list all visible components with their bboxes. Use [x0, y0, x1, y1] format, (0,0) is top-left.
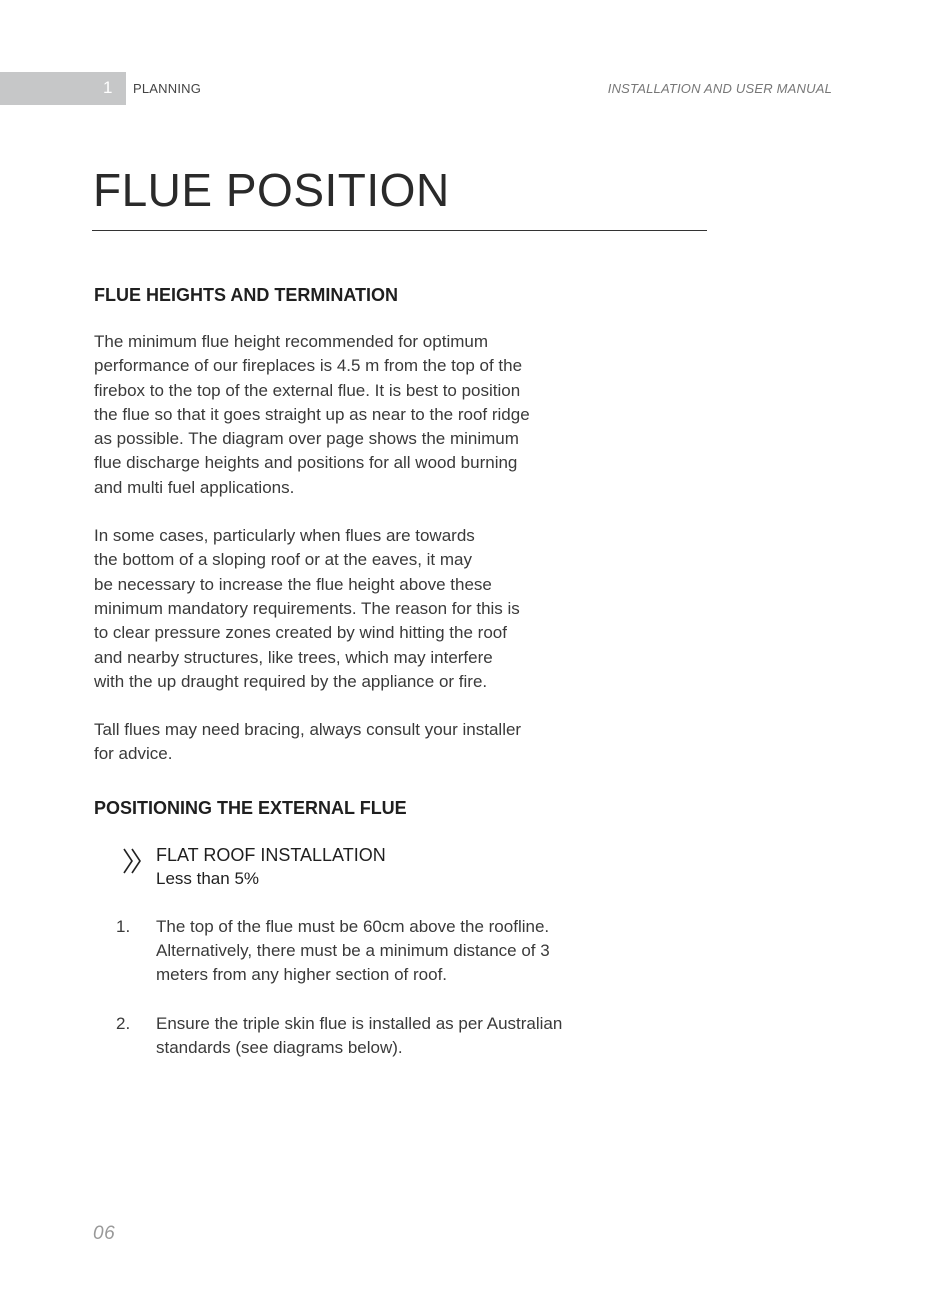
double-chevron-right-icon [122, 847, 144, 875]
section-heading-flue-heights: FLUE HEIGHTS AND TERMINATION [94, 285, 398, 305]
list-item [94, 915, 634, 988]
paragraph-bracing: Tall flues may need bracing, always consult your installer for advice. [94, 720, 522, 764]
instruction-list [94, 915, 634, 1060]
list-item-number: 1. [116, 916, 131, 936]
list-item-number: 2. [116, 1013, 131, 1033]
list-item-text: The top of the flue must be 60cm above the roofline. Alternatively, there must be a minimum distance of 3 meters from any higher section of roof. [156, 916, 550, 985]
paragraph-pressure-zones: In some cases, particularly when flues are towards the bottom of a sloping roof or at the eaves, it may be necessary to increase the flue height above these minimum mandatory requirements. The reason for this is to clear pressure zones created by wind hitting the roof and nearby structures, like trees, which may interfere with the up draught required by the appliance or fire. [94, 526, 520, 691]
page-number: 06 [93, 1223, 116, 1244]
list-item [94, 1012, 634, 1061]
subsection-title: FLAT ROOF INSTALLATION [156, 844, 386, 865]
subsection-subtitle: Less than 5% [156, 868, 260, 888]
subsection-flat-roof [94, 843, 634, 891]
title-divider [92, 230, 707, 231]
section-heading-external-flue: POSITIONING THE EXTERNAL FLUE [94, 797, 407, 818]
paragraph-minimum-flue-height: The minimum flue height recommended for optimum performance of our fireplaces is 4.5 m from the top of the firebox to the top of the external flue. It is best to position the flue so that it goes straight up as near to the roof ridge as possible. The diagram over page shows the minimum flue discharge heights and positions for all wood burning and multi fuel applications. [94, 332, 530, 497]
manual-title: INSTALLATION AND USER MANUAL [607, 81, 832, 96]
list-item-text: Ensure the triple skin flue is installed as per Australian standards (see diagrams below). [156, 1013, 563, 1057]
main-content [94, 282, 634, 1084]
chapter-label: PLANNING [133, 81, 202, 96]
page-title: FLUE POSITION [93, 164, 450, 216]
chapter-number: 1 [103, 78, 113, 97]
